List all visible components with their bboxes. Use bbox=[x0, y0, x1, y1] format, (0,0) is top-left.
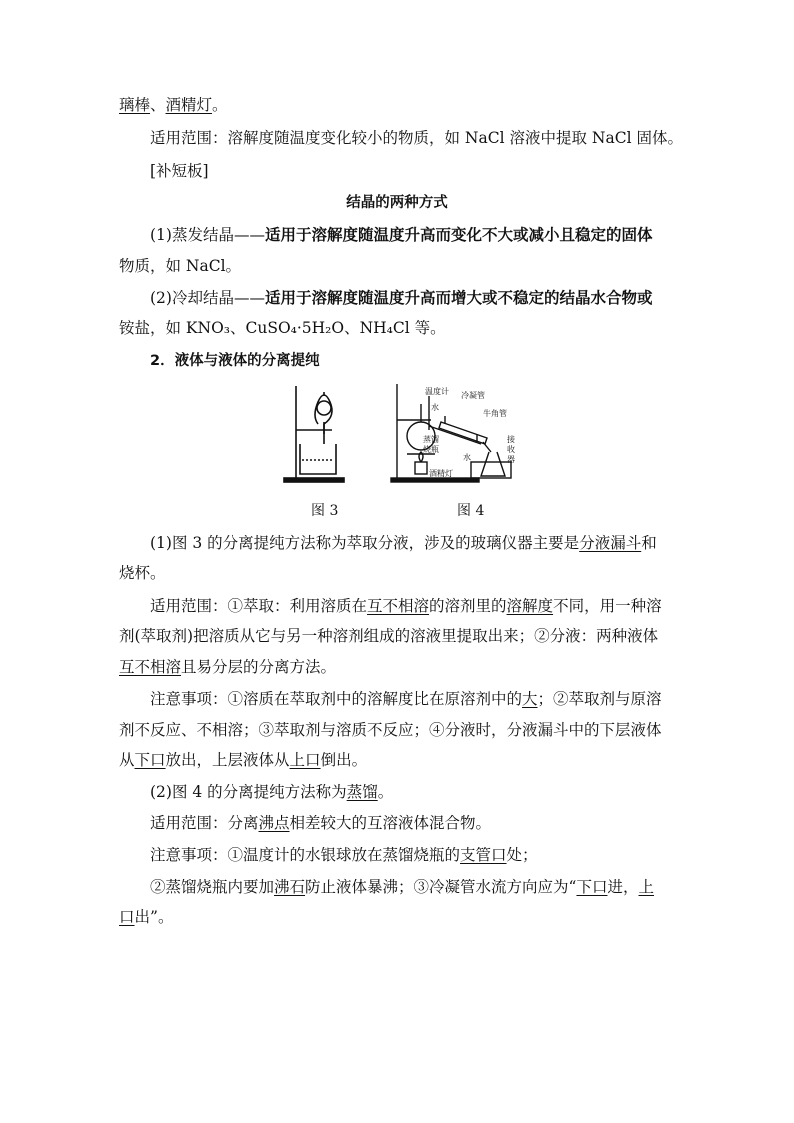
text-line-17: 从下口放出，上层液体从上口倒出。 bbox=[119, 751, 368, 769]
text-line-15: 注意事项：①溶质在萃取剂中的溶解度比在原溶剂中的大；②萃取剂与原溶 bbox=[150, 690, 662, 708]
underlined-answer: 璃棒 bbox=[119, 96, 151, 114]
adapter-label: 牛角管 bbox=[483, 409, 507, 418]
figure-4-caption: 图 4 bbox=[457, 503, 485, 519]
underlined-answer: 沸石 bbox=[274, 878, 306, 896]
underlined-answer: 上 bbox=[638, 878, 655, 896]
figure-4-distillation-apparatus bbox=[385, 382, 517, 484]
text-line-16: 剂不反应、不相溶；③萃取剂与溶质不反应；④分液时，分液漏斗中的下层液体 bbox=[119, 721, 662, 739]
underlined-answer: 酒精灯 bbox=[165, 96, 213, 114]
condenser-label: 冷凝管 bbox=[461, 391, 485, 400]
water-in-label: 水 bbox=[463, 453, 471, 462]
underlined-answer: 蒸馏 bbox=[346, 783, 378, 801]
text-line-1: 璃棒、酒精灯。 bbox=[119, 96, 228, 114]
underlined-answer: 溶解度 bbox=[506, 597, 554, 615]
text-line-8: 铵盐，如 KNO₃、CuSO₄·5H₂O、NH₄Cl 等。 bbox=[119, 319, 446, 337]
text-line-11: 烧杯。 bbox=[119, 564, 166, 582]
text-line-18: (2)图 4 的分离提纯方法称为蒸馏。 bbox=[150, 783, 394, 801]
underlined-answer: 下口 bbox=[134, 751, 166, 769]
text-line-7: (2)冷却结晶——适用于溶解度随温度升高而增大或不稳定的结晶水合物或 bbox=[150, 289, 653, 307]
receiver-label-2: 收 bbox=[507, 445, 515, 454]
underlined-answer: 互不相溶 bbox=[119, 658, 182, 676]
text-line-6: 物质，如 NaCl。 bbox=[119, 257, 242, 275]
section-title: 结晶的两种方式 bbox=[346, 195, 448, 211]
underlined-answer: 下口 bbox=[576, 878, 608, 896]
receiver-label-3: 器 bbox=[507, 455, 515, 464]
text-line-14: 互不相溶且易分层的分离方法。 bbox=[119, 658, 337, 676]
flask-label-2: 烧瓶 bbox=[423, 445, 439, 454]
text-line-12: 适用范围：①萃取：利用溶质在互不相溶的溶剂里的溶解度不同，用一种溶 bbox=[150, 597, 662, 615]
underlined-answer: 分液漏斗 bbox=[579, 534, 642, 552]
underlined-answer: 沸点 bbox=[258, 814, 290, 832]
text-line-2: 适用范围：溶解度随温度变化较小的物质，如 NaCl 溶液中提取 NaCl 固体。 bbox=[150, 129, 683, 147]
receiver-label-1: 接 bbox=[507, 435, 515, 444]
figure-3-separatory-funnel bbox=[280, 382, 350, 484]
text-line-5: (1)蒸发结晶——适用于溶解度随温度升高而变化不大或减小且稳定的固体 bbox=[150, 226, 653, 244]
underlined-answer: 大 bbox=[522, 690, 538, 708]
thermometer-label: 温度计 bbox=[425, 387, 449, 396]
supplement-heading: [补短板] bbox=[150, 162, 209, 180]
underlined-answer: 上口 bbox=[289, 751, 321, 769]
text-line-21: ②蒸馏烧瓶内要加沸石防止液体暴沸；③冷凝管水流方向应为“下口进，上 bbox=[150, 878, 655, 896]
text-line-10: (1)图 3 的分离提纯方法称为萃取分液，涉及的玻璃仪器主要是分液漏斗和 bbox=[150, 534, 657, 552]
figure-3-caption: 图 3 bbox=[311, 503, 339, 519]
text-line-13: 剂(萃取剂)把溶质从它与另一种溶剂组成的溶液里提取出来；②分液：两种液体 bbox=[119, 627, 659, 645]
water-out-label: 水 bbox=[431, 403, 439, 412]
underlined-answer: 口 bbox=[119, 908, 135, 926]
alcohol-lamp-label: 酒精灯 bbox=[429, 469, 453, 478]
text-line-22: 口出”。 bbox=[119, 908, 174, 926]
flask-label-1: 蒸馏 bbox=[423, 435, 439, 444]
underlined-answer: 支管口 bbox=[460, 846, 507, 864]
underlined-answer: 互不相溶 bbox=[367, 597, 430, 615]
subsection-title: 2．液体与液体的分离提纯 bbox=[150, 353, 320, 369]
text-line-20: 注意事项：①温度计的水银球放在蒸馏烧瓶的支管口处； bbox=[150, 846, 538, 864]
text-line-19: 适用范围：分离沸点相差较大的互溶液体混合物。 bbox=[150, 814, 492, 832]
